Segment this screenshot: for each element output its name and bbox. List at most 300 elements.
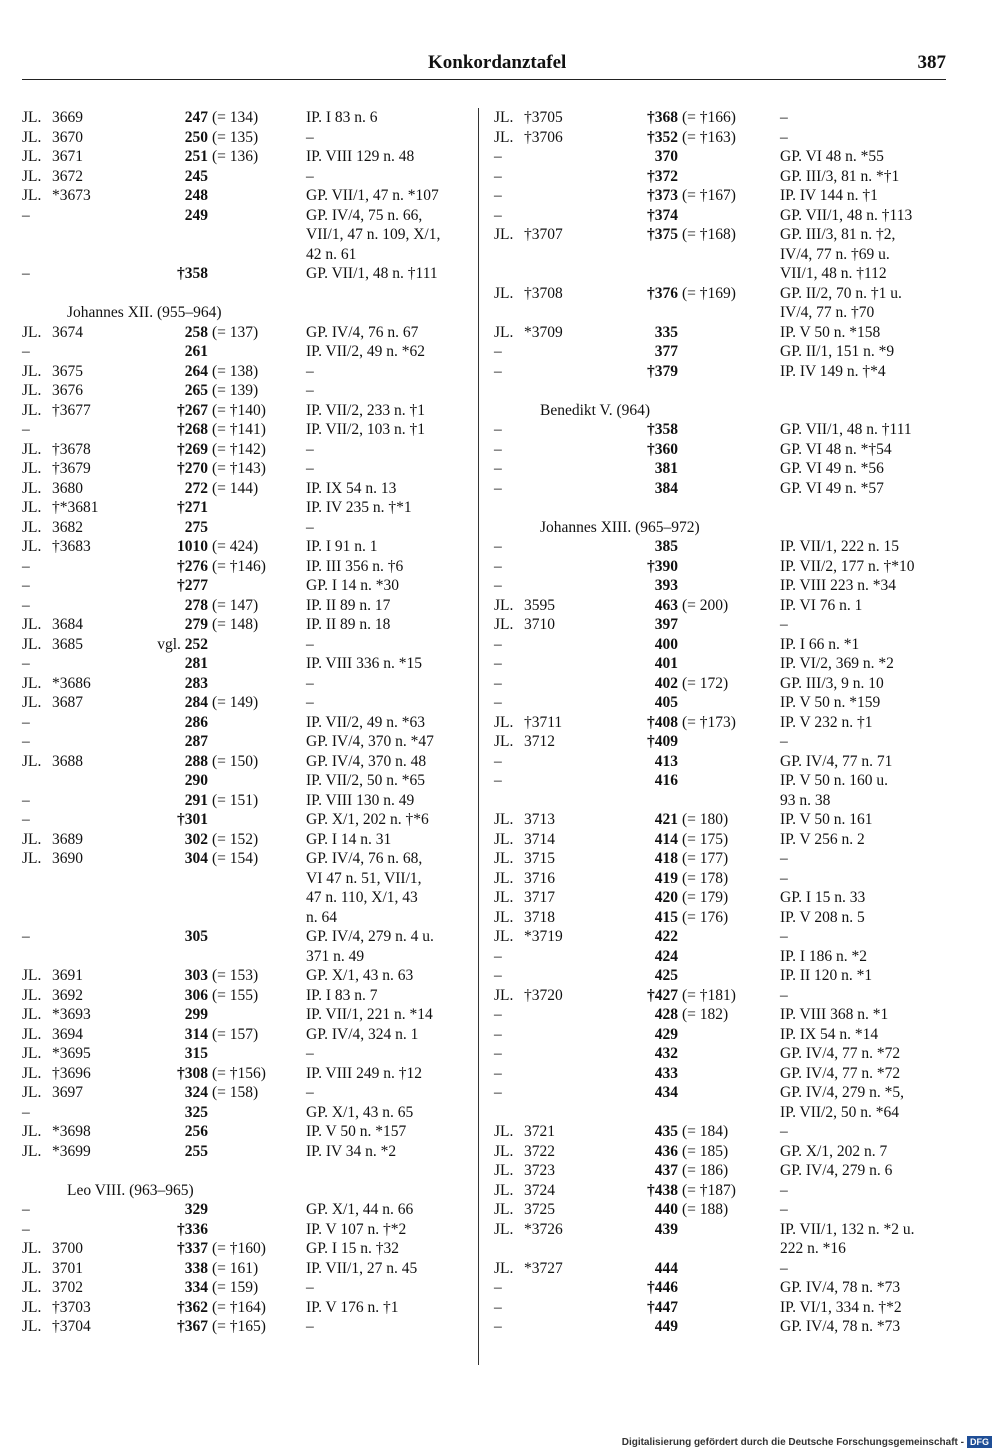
jl-number: 3717 (524, 889, 555, 906)
jl-tag: JL. (494, 596, 514, 614)
source-reference: – (780, 128, 788, 146)
compare-note: vgl. (157, 635, 185, 653)
jl-tag: JL. (494, 1162, 514, 1179)
previous-number: (= 161) (212, 1259, 259, 1277)
source-reference: IP. VIII 223 n. *34 (780, 577, 896, 594)
jl-number: †3704 (52, 1318, 91, 1335)
jl-tag: JL. (494, 1181, 514, 1199)
source-reference: IP. V 232 n. †1 (780, 713, 873, 731)
table-row (494, 420, 964, 440)
source-reference: – (306, 635, 314, 653)
jl-reference (22, 245, 142, 265)
source-reference: – (780, 850, 788, 867)
jl-number: 3688 (52, 752, 83, 770)
regest-number: 325 (184, 1103, 208, 1121)
source-reference: IP. IV 235 n. †*1 (306, 499, 412, 516)
source-reference: GP. IV/4, 370 n. *47 (306, 733, 434, 750)
regest-number: 291 (184, 791, 208, 809)
section-heading (494, 381, 964, 420)
source-reference: GP. I 15 n. 33 (780, 889, 866, 906)
jl-tag: JL. (22, 694, 42, 711)
table-row (494, 342, 964, 362)
table-row (494, 1064, 964, 1084)
jl-number: *3727 (524, 1259, 563, 1277)
table-row (22, 674, 474, 694)
jl-tag: JL. (22, 167, 42, 185)
previous-number: (= 175) (682, 830, 729, 848)
table-row (494, 459, 964, 479)
jl-tag: JL. (494, 811, 514, 828)
regest-number: 258 (184, 323, 208, 341)
source-reference: IP. I 83 n. 6 (306, 109, 378, 126)
table-row (494, 888, 964, 908)
table-row (22, 1317, 474, 1337)
jl-tag: JL. (22, 1123, 42, 1140)
regest-number: 428 (654, 1006, 678, 1023)
jl-tag: – (494, 362, 502, 380)
previous-number: (= 180) (682, 811, 729, 828)
jl-number: 3694 (52, 1025, 83, 1043)
source-reference: GP. VI 48 n. *55 (780, 148, 884, 165)
source-reference: GP. VI 48 n. *†54 (780, 440, 892, 458)
source-reference: – (306, 460, 314, 477)
jl-tag: – (494, 967, 502, 984)
table-row (22, 1200, 474, 1220)
previous-number: (= 176) (682, 908, 729, 926)
source-reference: GP. VII/1, 48 n. †111 (780, 421, 912, 438)
regest-number: †301 (177, 811, 208, 828)
jl-tag: – (22, 596, 30, 614)
regest-number: vgl. 252 (157, 635, 208, 653)
regest-number: †408 (647, 713, 678, 731)
jl-number: †*3681 (52, 499, 99, 516)
previous-number: (= †140) (212, 401, 266, 419)
jl-number: *3693 (52, 1006, 91, 1023)
regest-number: †270 (177, 460, 208, 477)
previous-number: (= 137) (212, 323, 259, 341)
previous-number: (= 185) (682, 1142, 729, 1160)
jl-tag: – (494, 1279, 502, 1296)
source-reference: IP. V 50 n. *159 (780, 694, 881, 711)
previous-number: (= 153) (212, 967, 259, 984)
jl-number: 3674 (52, 323, 83, 341)
table-row (494, 576, 964, 596)
jl-tag: JL. (22, 187, 42, 204)
jl-number: 3690 (52, 850, 83, 867)
jl-number: 3676 (52, 382, 83, 399)
source-reference: VII/1, 47 n. 109, X/1, (306, 226, 441, 243)
regest-number: †362 (177, 1298, 208, 1316)
jl-tag: – (494, 635, 502, 653)
table-row (494, 264, 964, 284)
previous-number: (= 186) (682, 1162, 729, 1179)
jl-tag: JL. (22, 1045, 42, 1062)
jl-tag: – (494, 1045, 502, 1062)
table-row (22, 986, 474, 1006)
section-title: Johannes XIII. (965–972) (540, 518, 700, 536)
table-row (22, 576, 474, 596)
regest-number: 414 (654, 830, 678, 848)
regest-number: 437 (654, 1162, 678, 1179)
regest-number: †438 (647, 1181, 678, 1199)
previous-number: (= †166) (682, 109, 736, 126)
table-row (22, 225, 474, 245)
table-row (22, 186, 474, 206)
jl-reference (494, 791, 614, 811)
jl-tag: – (494, 479, 502, 497)
source-reference: – (780, 869, 788, 887)
jl-number: 3716 (524, 869, 555, 887)
regest-number: 424 (654, 947, 678, 965)
table-row (22, 323, 474, 343)
table-row (22, 810, 474, 830)
regest-number: †336 (177, 1220, 208, 1238)
regest-number: 251 (184, 148, 208, 165)
source-reference: GP. IV/4, 76 n. 68, (306, 850, 423, 867)
source-reference: GP. IV/4, 78 n. *73 (780, 1279, 901, 1296)
jl-number: †3707 (524, 226, 563, 243)
jl-tag: JL. (494, 323, 514, 341)
source-reference: GP. III/3, 9 n. 10 (780, 674, 884, 692)
table-row (22, 1298, 474, 1318)
source-reference: GP. I 14 n. *30 (306, 577, 400, 594)
regest-number: 314 (184, 1025, 208, 1043)
jl-tag: – (494, 148, 502, 165)
regest-number: 435 (654, 1123, 678, 1140)
table-row (22, 908, 474, 928)
table-row (494, 693, 964, 713)
table-row (494, 128, 964, 148)
source-reference: GP. IV/4, 78 n. *73 (780, 1318, 901, 1335)
table-row (494, 869, 964, 889)
previous-number: (= 149) (212, 694, 259, 711)
jl-tag: – (22, 791, 30, 809)
jl-reference (22, 869, 142, 889)
source-reference: IP. III 356 n. †6 (306, 557, 404, 575)
source-reference: GP. IV/4, 75 n. 66, (306, 206, 423, 224)
source-reference: – (306, 1318, 314, 1335)
jl-tag: – (494, 1298, 502, 1316)
regest-number: 248 (184, 187, 208, 204)
previous-number: (= †169) (682, 284, 736, 302)
jl-tag: JL. (494, 1123, 514, 1140)
regest-number: †358 (177, 265, 208, 282)
regest-number: 261 (184, 343, 208, 360)
source-reference: IP. I 186 n. *2 (780, 947, 867, 965)
table-row (22, 1122, 474, 1142)
source-reference: – (306, 167, 314, 185)
source-reference: GP. IV/4, 324 n. 1 (306, 1025, 419, 1043)
regest-number: 415 (654, 908, 678, 926)
regest-number: 432 (654, 1045, 678, 1062)
table-row (494, 1298, 964, 1318)
source-reference: GP. X/1, 202 n. 7 (780, 1142, 888, 1160)
regest-number: 287 (184, 733, 208, 750)
source-reference: GP. I 14 n. 31 (306, 830, 392, 848)
table-row (494, 1161, 964, 1181)
previous-number: (= †143) (212, 460, 266, 477)
previous-number: (= 157) (212, 1025, 259, 1043)
section-title: Leo VIII. (963–965) (67, 1181, 194, 1199)
source-reference: IP. VIII 129 n. 48 (306, 148, 415, 165)
jl-number: 3710 (524, 616, 555, 633)
regest-number: 434 (654, 1084, 678, 1101)
previous-number: (= †164) (212, 1298, 266, 1316)
jl-tag: JL. (22, 109, 42, 126)
column-divider (478, 108, 479, 1365)
jl-tag: JL. (494, 889, 514, 906)
jl-reference (494, 1239, 614, 1259)
previous-number: (= †156) (212, 1064, 266, 1082)
section-title: Benedikt V. (964) (540, 401, 651, 419)
jl-tag: JL. (22, 635, 42, 653)
source-reference: GP. II/1, 151 n. *9 (780, 343, 895, 360)
table-row (22, 966, 474, 986)
jl-number: 3692 (52, 986, 83, 1004)
jl-tag: – (494, 421, 502, 438)
source-reference: IP. IV 149 n. †*4 (780, 362, 886, 380)
previous-number: (= 158) (212, 1084, 259, 1101)
jl-reference (494, 245, 614, 265)
previous-number: (= †168) (682, 226, 736, 243)
jl-tag: JL. (22, 1259, 42, 1277)
regest-number: 381 (654, 460, 678, 477)
table-row (22, 654, 474, 674)
table-row (22, 1005, 474, 1025)
table-row (494, 771, 964, 791)
source-reference: – (780, 109, 788, 126)
table-row (22, 498, 474, 518)
table-row (22, 947, 474, 967)
source-reference: GP. IV/4, 279 n. 4 u. (306, 928, 434, 945)
jl-reference (22, 947, 142, 967)
jl-tag: JL. (22, 1279, 42, 1296)
table-row (494, 245, 964, 265)
jl-tag: – (494, 1318, 502, 1335)
table-row (22, 1220, 474, 1240)
regest-number: 288 (184, 752, 208, 770)
table-row (494, 752, 964, 772)
previous-number: (= 150) (212, 752, 259, 770)
regest-number: 377 (654, 343, 678, 360)
regest-number: 421 (654, 811, 678, 828)
regest-number: 249 (184, 206, 208, 224)
table-row (22, 1259, 474, 1279)
jl-tag: – (22, 265, 30, 282)
source-reference: – (780, 986, 788, 1004)
jl-tag: JL. (22, 538, 42, 555)
regest-number: 290 (184, 772, 208, 789)
jl-tag: JL. (22, 616, 42, 633)
regest-number: †390 (647, 557, 678, 575)
jl-tag: JL. (22, 1318, 42, 1335)
jl-number: †3705 (524, 109, 563, 126)
source-reference: VI 47 n. 51, VII/1, (306, 869, 422, 887)
regest-number: 429 (654, 1025, 678, 1043)
previous-number: (= 147) (212, 596, 259, 614)
table-row (22, 401, 474, 421)
regest-number: 425 (654, 967, 678, 984)
regest-number: 416 (654, 772, 678, 789)
table-row (22, 420, 474, 440)
jl-reference (494, 303, 614, 323)
jl-number: †3706 (524, 128, 563, 146)
jl-tag: JL. (494, 713, 514, 731)
table-row (494, 1044, 964, 1064)
regest-number: †376 (647, 284, 678, 302)
source-reference: – (780, 1201, 788, 1218)
regest-number: 370 (654, 148, 678, 165)
regest-number: 439 (654, 1220, 678, 1238)
table-row (22, 849, 474, 869)
source-reference: – (306, 362, 314, 380)
source-reference: IP. VII/1, 27 n. 45 (306, 1259, 418, 1277)
regest-number: 264 (184, 362, 208, 380)
table-row (22, 752, 474, 772)
jl-number: 3680 (52, 479, 83, 497)
jl-number: †3677 (52, 401, 91, 419)
source-reference: 93 n. 38 (780, 791, 831, 809)
source-reference: 222 n. *16 (780, 1240, 846, 1257)
jl-tag: JL. (22, 460, 42, 477)
regest-number: †276 (177, 557, 208, 575)
source-reference: GP. VI 49 n. *57 (780, 479, 884, 497)
jl-tag: JL. (494, 908, 514, 926)
regest-number: 329 (184, 1201, 208, 1218)
source-reference: GP. IV/4, 370 n. 48 (306, 752, 427, 770)
source-reference: IP. V 208 n. 5 (780, 908, 865, 926)
jl-tag: – (22, 655, 30, 672)
jl-tag: – (494, 1025, 502, 1043)
regest-number: 401 (654, 655, 678, 672)
previous-number: (= †142) (212, 440, 266, 458)
previous-number: (= 200) (682, 596, 729, 614)
jl-tag: – (22, 713, 30, 731)
jl-number: 3595 (524, 596, 555, 614)
source-reference: – (306, 674, 314, 692)
jl-number: 3675 (52, 362, 83, 380)
jl-number: 3685 (52, 635, 83, 653)
table-row (494, 1103, 964, 1123)
jl-number: 3672 (52, 167, 83, 185)
jl-number: 3687 (52, 694, 83, 711)
source-reference: – (780, 1259, 788, 1277)
jl-tag: – (22, 206, 30, 224)
table-row (22, 1103, 474, 1123)
regest-number: †267 (177, 401, 208, 419)
jl-tag: JL. (494, 1201, 514, 1218)
table-row (494, 557, 964, 577)
previous-number: (= 135) (212, 128, 259, 146)
regest-number: 335 (654, 323, 678, 341)
jl-tag: – (494, 694, 502, 711)
jl-tag: JL. (494, 830, 514, 848)
jl-number: †3720 (524, 986, 563, 1004)
jl-tag: – (494, 557, 502, 575)
regest-number: 302 (184, 830, 208, 848)
previous-number: (= †146) (212, 557, 266, 575)
previous-number: (= †160) (212, 1240, 266, 1257)
jl-number: *3673 (52, 187, 91, 204)
regest-number: 402 (654, 674, 678, 692)
table-row (22, 537, 474, 557)
jl-number: 3701 (52, 1259, 83, 1277)
jl-tag: – (494, 1006, 502, 1023)
previous-number: (= 134) (212, 109, 259, 126)
table-row (494, 1259, 964, 1279)
regest-number: 420 (654, 889, 678, 906)
table-row (22, 771, 474, 791)
jl-tag: – (494, 343, 502, 360)
table-row (494, 830, 964, 850)
source-reference: IV/4, 77 n. †70 (780, 304, 875, 321)
jl-number: 3671 (52, 148, 83, 165)
table-row (494, 323, 964, 343)
previous-number: (= 155) (212, 986, 259, 1004)
previous-number: (= 154) (212, 850, 259, 867)
table-row (494, 1278, 964, 1298)
source-reference: – (306, 694, 314, 711)
regest-number: 436 (654, 1142, 678, 1160)
table-row (22, 1142, 474, 1162)
jl-tag: – (494, 167, 502, 185)
previous-number: (= 139) (212, 382, 259, 399)
footer-credit (622, 1436, 992, 1448)
regest-number: 306 (184, 986, 208, 1004)
previous-number: (= 179) (682, 889, 729, 906)
regest-number: 255 (184, 1142, 208, 1160)
table-row (22, 596, 474, 616)
jl-number: 3721 (524, 1123, 555, 1140)
jl-tag: JL. (22, 986, 42, 1004)
regest-number: †368 (647, 109, 678, 126)
table-row (22, 791, 474, 811)
regest-number: 256 (184, 1123, 208, 1140)
regest-number: †374 (647, 206, 678, 224)
jl-tag: JL. (494, 869, 514, 887)
source-reference: IP. I 66 n. *1 (780, 635, 860, 653)
table-row (22, 615, 474, 635)
jl-tag: – (22, 343, 30, 360)
source-reference: n. 64 (306, 908, 337, 926)
jl-tag: JL. (494, 616, 514, 633)
jl-number: 3725 (524, 1201, 555, 1218)
jl-tag: JL. (22, 401, 42, 419)
jl-tag: – (22, 577, 30, 594)
table-row (22, 888, 474, 908)
source-reference: IP. V 50 n. *157 (306, 1123, 407, 1140)
source-reference: IP. I 83 n. 7 (306, 986, 378, 1004)
regest-number: †447 (647, 1298, 678, 1316)
table-row (494, 596, 964, 616)
jl-tag: JL. (22, 128, 42, 146)
regest-number: †358 (647, 421, 678, 438)
source-reference: IP. IX 54 n. *14 (780, 1025, 879, 1043)
source-reference: IP. VII/1, 132 n. *2 u. (780, 1220, 915, 1238)
jl-tag: JL. (494, 733, 514, 750)
jl-number: 3670 (52, 128, 83, 146)
table-row (494, 147, 964, 167)
source-reference: IP. IV 144 n. †1 (780, 187, 878, 204)
regest-number: †277 (177, 577, 208, 594)
table-row (494, 654, 964, 674)
jl-tag: – (494, 655, 502, 672)
dfg-logo: DFG (967, 1436, 992, 1448)
jl-tag: JL. (494, 1142, 514, 1160)
jl-number: †3711 (524, 713, 563, 731)
jl-tag: JL. (22, 967, 42, 984)
jl-number: †3708 (524, 284, 563, 302)
